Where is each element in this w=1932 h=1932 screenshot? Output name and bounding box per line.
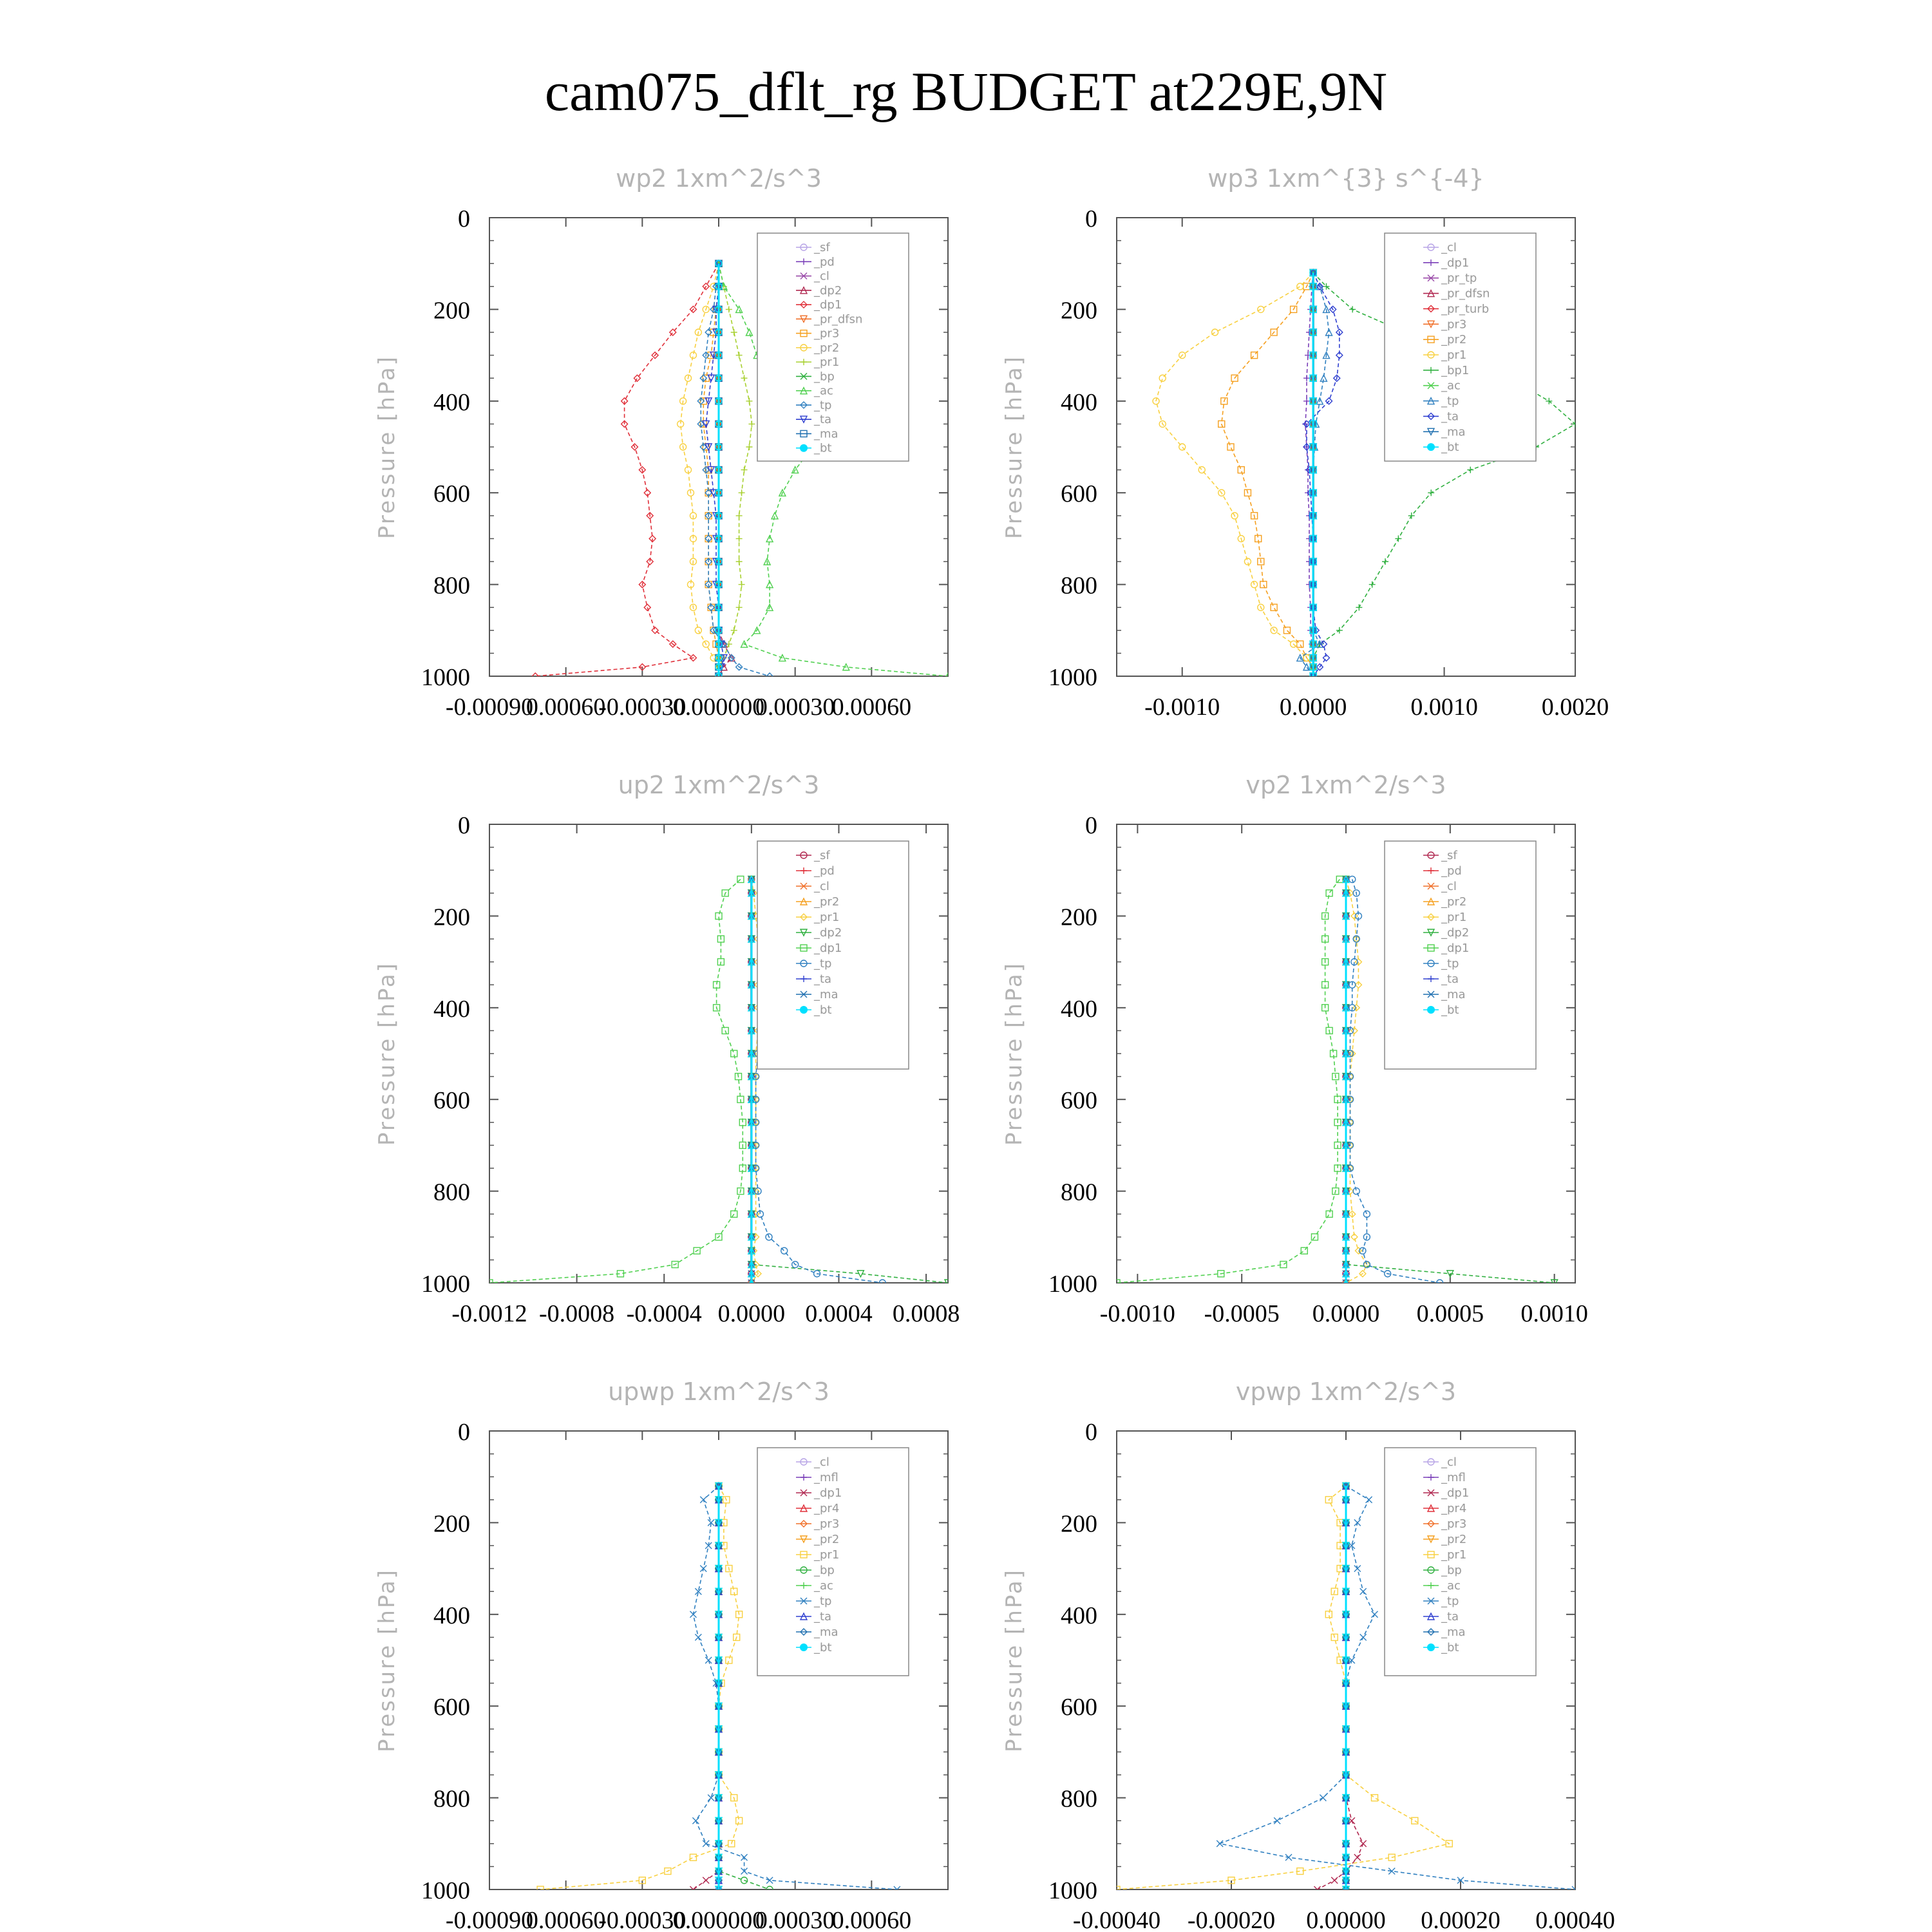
data-point-ac [736, 306, 743, 312]
data-point-dp1 [1326, 1211, 1332, 1217]
data-point-pr2 [1227, 444, 1234, 450]
data-point-pr1 [726, 1657, 732, 1663]
x-tick-label: -0.00090 [445, 1907, 534, 1932]
legend-label: _tp [1441, 1595, 1459, 1608]
data-point-pr1 [1244, 558, 1251, 565]
legend-label: _pr1 [814, 1548, 840, 1562]
data-point-pr1 [736, 604, 743, 611]
data-point-pr1 [736, 1817, 743, 1824]
data-point-bp1 [1369, 582, 1376, 588]
legend-label: _cl [1441, 880, 1457, 893]
data-point-dp1 [1354, 1854, 1361, 1861]
data-point-pr1 [739, 582, 745, 588]
legend-label: _sf [814, 849, 830, 862]
y-tick-label: 400 [433, 995, 470, 1023]
legend-label: _pr3 [1441, 317, 1467, 332]
data-point-bp1 [1356, 604, 1362, 611]
legend-label: _tp [814, 1595, 832, 1608]
x-tick-label: -0.0010 [1099, 1300, 1175, 1327]
data-point-bp1 [1467, 467, 1473, 473]
legend-label: _bt [814, 1641, 832, 1654]
data-point-tp [705, 1657, 712, 1663]
data-point-pr2 [1260, 582, 1267, 588]
data-point-tp [1363, 1211, 1370, 1217]
legend-label: _tp [814, 957, 832, 971]
legend-label: _dp1 [814, 942, 842, 955]
y-tick-label: 1000 [1048, 1877, 1097, 1904]
legend-label: _cl [1441, 241, 1457, 254]
y-tick-label: 0 [458, 812, 470, 839]
legend-label: _cl [814, 880, 829, 893]
data-point-pr1 [1212, 329, 1218, 336]
data-point-pr1 [726, 306, 732, 312]
y-axis-label: Pressure [hPa] [374, 1568, 400, 1752]
legend-label: _bt [1441, 440, 1459, 455]
legend-label: _ma [1441, 988, 1466, 1001]
y-tick-label: 0 [458, 205, 470, 232]
legend-label: _tp [1441, 957, 1459, 971]
x-tick-label: 0.00020 [1421, 1907, 1501, 1932]
x-tick-label: -0.00030 [598, 694, 687, 721]
legend-label: _dp2 [1441, 926, 1470, 940]
legend-label: _pr_dfsn [1441, 287, 1490, 301]
x-tick-label: 0.00060 [831, 1907, 912, 1932]
x-tick-label: 0.00000 [1306, 1907, 1386, 1932]
data-point-tp [708, 1795, 714, 1801]
legend-label: _pr2 [1441, 895, 1467, 909]
legend-marker [800, 444, 808, 452]
legend-label: _ma [814, 988, 838, 1001]
data-point-dp1 [1331, 1877, 1338, 1884]
chart-panel-1 [374, 164, 951, 721]
legend-label: _dp1 [814, 1486, 842, 1500]
panel-title: upwp 1xm^2/s^3 [608, 1378, 829, 1406]
data-point-pr1 [748, 421, 755, 427]
legend-marker [1427, 1006, 1435, 1014]
data-point-tp [1354, 1519, 1361, 1526]
legend-label: _dp1 [1441, 942, 1470, 955]
legend-label: _pr1 [814, 355, 840, 370]
y-tick-label: 800 [1061, 1179, 1097, 1206]
y-tick-label: 200 [1061, 904, 1097, 931]
chart-panel-4 [1001, 771, 1588, 1327]
legend-label: _tp [1441, 394, 1459, 408]
panel-title: up2 1xm^2/s^3 [618, 771, 820, 799]
data-point-tp [1354, 1566, 1361, 1572]
y-tick-label: 400 [1061, 388, 1097, 416]
y-tick-label: 200 [433, 1510, 470, 1538]
data-point-bp1 [1572, 421, 1578, 427]
y-tick-label: 800 [1061, 572, 1097, 600]
panel-title: vpwp 1xm^2/s^3 [1235, 1378, 1457, 1406]
y-tick-label: 800 [433, 572, 470, 600]
data-point-tp [1274, 1817, 1280, 1824]
data-point-tp [703, 1841, 709, 1847]
data-point-pr1 [1198, 467, 1205, 473]
x-tick-label: -0.0005 [1204, 1300, 1280, 1327]
data-point-pr1 [739, 489, 745, 496]
legend-label: _pd [814, 864, 835, 878]
y-tick-label: 800 [433, 1785, 470, 1813]
data-point-bp1 [1349, 306, 1356, 312]
y-tick-label: 0 [458, 1419, 470, 1446]
y-tick-label: 600 [433, 1694, 470, 1721]
data-point-pr1 [736, 352, 743, 359]
chart-panel-6 [1001, 1378, 1615, 1932]
chart-panel-3 [374, 771, 960, 1327]
data-point-bp1 [1336, 627, 1343, 634]
legend-label: _ac [1441, 1579, 1461, 1593]
legend-label: _ma [1441, 1625, 1466, 1639]
x-tick-label: 0.0020 [1541, 694, 1609, 721]
x-tick-label: 0.0010 [1520, 1300, 1588, 1327]
legend [757, 841, 909, 1069]
y-axis-label: Pressure [hPa] [374, 961, 400, 1146]
y-tick-label: 1000 [1048, 664, 1097, 691]
data-point-pr2 [695, 627, 701, 634]
x-tick-label: 0.00030 [755, 1907, 835, 1932]
panel-title: wp3 1xm^{3} s^{-4} [1208, 164, 1484, 193]
y-tick-label: 0 [1085, 1419, 1097, 1446]
legend-label: _cl [814, 269, 829, 283]
y-tick-label: 200 [433, 904, 470, 931]
y-axis-label: Pressure [hPa] [1001, 1568, 1027, 1752]
data-point-pr1 [741, 375, 748, 381]
y-tick-label: 600 [433, 1087, 470, 1115]
x-tick-label: -0.0012 [451, 1300, 527, 1327]
data-point-tp [1372, 1611, 1378, 1618]
data-point-tp [692, 1817, 699, 1824]
legend-label: _pr4 [814, 1502, 840, 1515]
y-axis-label: Pressure [hPa] [1001, 355, 1027, 539]
legend-label: _bp [814, 370, 835, 384]
legend [1385, 233, 1536, 461]
y-tick-label: 400 [433, 1602, 470, 1629]
x-tick-label: -0.0004 [626, 1300, 702, 1327]
x-tick-label: 0.0000 [1279, 694, 1347, 721]
data-point-tp [781, 1247, 788, 1254]
legend-label: _bp [814, 1564, 835, 1577]
legend-label: _pr3 [1441, 1517, 1467, 1531]
panel-title: vp2 1xm^2/s^3 [1245, 771, 1446, 799]
data-point-pr1 [1179, 444, 1186, 450]
legend-label: _ma [1441, 425, 1466, 439]
x-tick-label: 0.00030 [755, 694, 835, 721]
page-title: cam075_dflt_rg BUDGET at229E,9N [544, 61, 1388, 122]
y-tick-label: 200 [1061, 1510, 1097, 1538]
chart-panel-5 [374, 1378, 948, 1932]
y-tick-label: 1000 [421, 664, 470, 691]
legend [1385, 841, 1536, 1069]
legend-label: _bt [814, 441, 832, 455]
data-point-dp1 [1303, 375, 1310, 381]
x-tick-label: -0.0010 [1144, 694, 1220, 721]
data-point-bp1 [1428, 489, 1434, 496]
x-tick-label: 0.00060 [831, 694, 912, 721]
legend-label: _pr2 [1441, 333, 1467, 347]
x-tick-label: -0.00040 [1072, 1907, 1161, 1932]
x-tick-label: 0.000000 [672, 1907, 765, 1932]
legend-label: _ta [1441, 972, 1459, 986]
legend [757, 233, 909, 461]
data-point-dp1 [1360, 1841, 1367, 1847]
data-point-tp [741, 1854, 748, 1861]
data-point-pr2 [1238, 467, 1244, 473]
legend-label: _pr_dfsn [814, 312, 863, 327]
y-tick-label: 600 [1061, 1694, 1097, 1721]
data-point-tp [1366, 1497, 1372, 1503]
y-tick-label: 400 [1061, 1602, 1097, 1629]
legend-label: _bp [1441, 1564, 1462, 1577]
legend-label: _ac [1441, 379, 1461, 393]
series-line-dp1 [693, 1486, 719, 1889]
y-tick-label: 600 [1061, 1087, 1097, 1115]
legend-label: _pd [814, 255, 835, 269]
data-point-pr1 [1297, 283, 1303, 290]
data-point-pr1 [746, 398, 752, 404]
data-point-pr2 [1271, 604, 1277, 611]
legend-label: _pr2 [814, 1533, 840, 1546]
legend-label: _bt [1441, 1641, 1459, 1654]
legend-label: _pr1 [1441, 911, 1467, 924]
y-axis-label: Pressure [hPa] [374, 355, 400, 539]
x-tick-label: 0.0000 [1312, 1300, 1380, 1327]
legend-label: _pr_turb [1441, 302, 1490, 316]
legend-label: _sf [1441, 849, 1457, 862]
legend-label: _pr1 [814, 911, 840, 924]
data-point-pr1 [731, 627, 737, 634]
legend-label: _pr2 [1441, 1533, 1467, 1546]
legend-label: _dp2 [814, 926, 842, 940]
x-tick-label: -0.00030 [598, 1907, 687, 1932]
x-tick-label: 0.0004 [805, 1300, 873, 1327]
legend-label: _pr2 [814, 341, 840, 355]
legend [757, 1448, 909, 1676]
legend-label: _mfl [1441, 1471, 1466, 1484]
data-point-bp1 [1395, 535, 1401, 542]
legend-label: _pr2 [814, 895, 840, 909]
y-tick-label: 0 [1085, 812, 1097, 839]
legend-marker [800, 1643, 808, 1651]
data-point-tp [1360, 1588, 1367, 1595]
legend [1385, 1448, 1536, 1676]
y-tick-label: 1000 [1048, 1271, 1097, 1298]
legend-label: _pr_tp [1441, 271, 1477, 285]
data-point-pr1 [736, 513, 743, 519]
legend-label: _pd [1441, 864, 1462, 878]
panel-title: wp2 1xm^2/s^3 [616, 164, 822, 193]
x-tick-label: 0.0008 [892, 1300, 960, 1327]
data-point-pr1 [1412, 1817, 1418, 1824]
x-tick-label: 0.0005 [1416, 1300, 1484, 1327]
legend-label: _cl [1441, 1455, 1457, 1469]
series-line-dp1 [489, 879, 743, 1283]
legend-label: _cl [814, 1455, 829, 1469]
y-tick-label: 1000 [421, 1271, 470, 1298]
legend-label: _ta [814, 972, 832, 986]
data-point-pr1 [1325, 1611, 1332, 1618]
data-point-pr1 [690, 1854, 696, 1861]
y-tick-label: 400 [433, 388, 470, 416]
data-point-tp [1303, 664, 1310, 670]
legend-label: _dp1 [814, 298, 842, 312]
y-tick-label: 800 [433, 1179, 470, 1206]
legend-marker [1427, 443, 1435, 451]
y-tick-label: 600 [433, 480, 470, 508]
y-tick-label: 0 [1085, 205, 1097, 232]
legend-label: _dp1 [1441, 256, 1470, 270]
legend-label: _pr3 [814, 1517, 840, 1531]
legend-label: _ma [814, 1625, 838, 1639]
legend-label: _sf [814, 241, 830, 254]
legend-label: _pr1 [1441, 348, 1467, 362]
x-tick-label: -0.00020 [1187, 1907, 1276, 1932]
x-tick-label: 0.00060 [526, 1907, 606, 1932]
data-point-pr1 [731, 329, 737, 336]
legend-label: _bt [814, 1003, 832, 1017]
x-tick-label: 0.0010 [1410, 694, 1478, 721]
data-point-tp [1360, 1634, 1367, 1640]
legend-label: _ma [814, 427, 838, 441]
legend-label: _pr1 [1441, 1548, 1467, 1562]
x-tick-label: 0.0000 [717, 1300, 786, 1327]
legend-label: _dp2 [814, 283, 842, 298]
legend-label: _ac [814, 384, 833, 398]
legend-label: _ta [1441, 1610, 1459, 1624]
legend-label: _bp1 [1441, 363, 1470, 377]
y-tick-label: 1000 [421, 1877, 470, 1904]
data-point-tp [1320, 1795, 1326, 1801]
data-point-tp [1353, 1188, 1359, 1195]
data-point-bp1 [1382, 558, 1388, 565]
y-tick-label: 200 [1061, 297, 1097, 325]
data-point-pr1 [741, 467, 748, 473]
legend-label: _dp1 [1441, 1486, 1470, 1500]
data-point-dp1 [703, 1877, 709, 1884]
legend-label: _ta [814, 413, 832, 427]
data-point-pr1 [1159, 375, 1166, 381]
data-point-dp1 [1280, 1262, 1287, 1268]
series-line-pr1 [1156, 272, 1313, 676]
series-line-dp1 [1117, 879, 1340, 1283]
x-tick-label: -0.0008 [539, 1300, 615, 1327]
y-tick-label: 200 [433, 297, 470, 325]
legend-marker [800, 1006, 808, 1014]
legend-label: _ta [814, 1610, 832, 1624]
legend-label: _bt [1441, 1003, 1459, 1017]
x-tick-label: 0.000000 [672, 694, 765, 721]
data-point-pr1 [736, 558, 743, 565]
x-tick-label: 0.00060 [526, 694, 606, 721]
y-tick-label: 600 [1061, 480, 1097, 508]
data-point-tp [695, 1634, 701, 1640]
legend-label: _mfl [814, 1471, 838, 1484]
data-point-tp [766, 1877, 773, 1884]
y-tick-label: 800 [1061, 1785, 1097, 1813]
data-point-pr1 [746, 444, 752, 450]
data-point-ac [746, 329, 752, 336]
data-point-tp [1217, 1841, 1223, 1847]
x-tick-label: 0.00040 [1535, 1907, 1615, 1932]
series-line-pr2 [1222, 272, 1313, 676]
legend-label: _pr3 [814, 327, 840, 341]
data-point-dp1 [1303, 398, 1310, 404]
data-point-pr1 [736, 535, 743, 542]
legend-label: _ta [1441, 410, 1459, 424]
legend-marker [1427, 1643, 1435, 1651]
y-tick-label: 400 [1061, 995, 1097, 1023]
data-point-tp [700, 1497, 706, 1503]
legend-label: _ac [814, 1579, 833, 1593]
y-axis-label: Pressure [hPa] [1001, 961, 1027, 1146]
legend-label: _pr4 [1441, 1502, 1467, 1515]
chart-panel-2 [1001, 164, 1609, 721]
legend-label: _tp [814, 398, 832, 412]
x-tick-label: -0.00090 [445, 694, 534, 721]
